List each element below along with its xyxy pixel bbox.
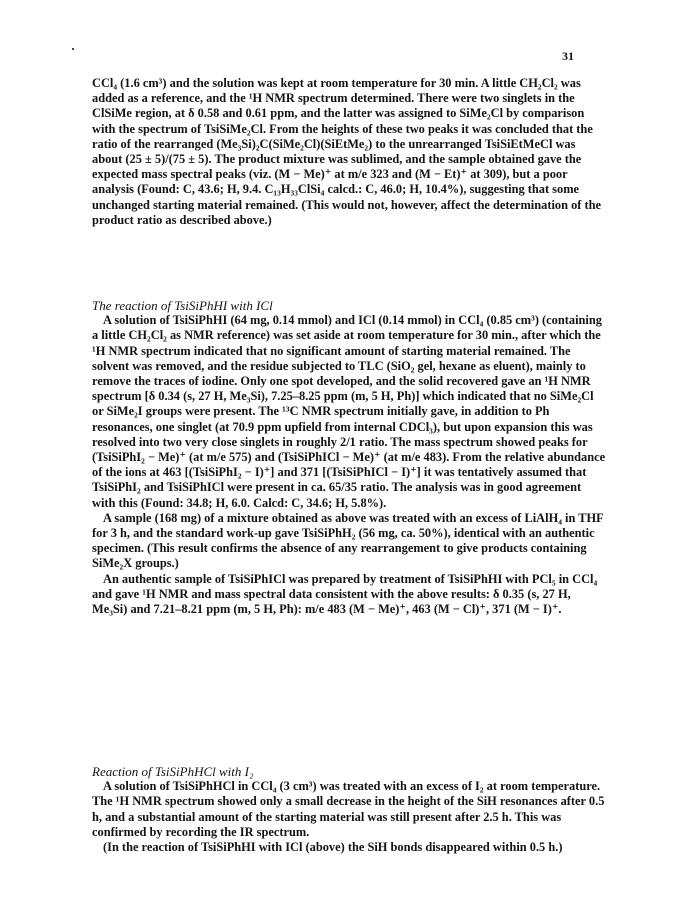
section-icl: [92, 298, 606, 617]
continuation-block: [92, 76, 606, 228]
section-heading-i2: Reaction of TsiSiPhHCl with I₂: [92, 764, 254, 779]
paragraph-i2-2: (In the reaction of TsiSiPhHI with ICl (above) the SiH bonds disappeared within 0.5 h.): [103, 840, 563, 855]
paragraph-i2-1: A solution of TsiSiPhHCl in CCl₄ (3 cm³) was treated with an excess of I₂ at room temperature. The ¹H NMR spectrum showed only a small decrease in the height of the SiH resonances after 0.5 h, and a substantial amount of the starting material was still present after 2.5 h. This was confirmed by recording the IR spectrum.: [92, 779, 605, 839]
section-heading-icl: The reaction of TsiSiPhHI with ICl: [92, 298, 273, 313]
section-i2: [92, 764, 606, 855]
scan-speck: [72, 48, 74, 50]
paragraph-icl-3: An authentic sample of TsiSiPhICl was prepared by treatment of TsiSiPhHI with PCl₅ in CCl₄ and gave ¹H NMR and mass spectral data consistent with the above results: δ 0.35 (s, 27 H, Me₃Si) and 7.21–8.21 ppm (m, 5 H, Ph): m/e 483 (M − Me)⁺, 463 (M − Cl)⁺, 371 (M − I)⁺.: [92, 571, 598, 617]
continuation-paragraph: CCl₄ (1.6 cm³) and the solution was kept at room temperature for 30 min. A little CH₂Cl₂ was added as a reference, and the ¹H NMR spectrum determined. There were two singlets in the ClSiMe region, at δ 0.58 and 0.61 ppm, and the latter was assigned to SiMe₂Cl by comparison with the spectrum of TsiSiMe₂Cl. From the heights of these two peaks it was concluded that the ratio of the rearranged (Me₃Si)₂C(SiMe₂Cl)(SiEtMe₂) to the unrearranged TsiSiEtMeCl was about (25 ± 5)/(75 ± 5). The product mixture was sublimed, and the sample obtained gave the expected mass spectral peaks (viz. (M − Me)⁺ at m/e 323 and (M − Et)⁺ at 309), but a poor analysis (Found: C, 43.6; H, 9.4. C₁₃H₃₃ClSi₄ calcd.: C, 46.0; H, 10.4%), suggesting that some unchanged starting material remained. (This would not, however, affect the determination of the product ratio as described above.): [92, 76, 602, 227]
paragraph-icl-2: A sample (168 mg) of a mixture obtained as above was treated with an excess of LiAlH₄ in THF for 3 h, and the standard work-up gave TsiSiPhH₂ (56 mg, ca. 50%), identical with an authentic specimen. (This result confirms the absence of any rearrangement to give products containing SiMe₂X groups.): [92, 510, 604, 571]
paragraph-icl-1: A solution of TsiSiPhHI (64 mg, 0.14 mmol) and ICl (0.14 mmol) in CCl₄ (0.85 cm³) (containing a little CH₂Cl₂ as NMR reference) was set aside at room temperature for 30 min., after which the ¹H NMR spectrum indicated that no significant amount of starting material remained. The solvent was removed, and the residue subjected to TLC (SiO₂ gel, hexane as eluent), mainly to remove the traces of iodine. Only one spot developed, and the solid recovered gave an ¹H NMR spectrum [δ 0.34 (s, 27 H, Me₃Si), 7.25–8.25 ppm (m, 5 H, Ph)] which indicated that no SiMe₂Cl or SiMe₂I groups were present. The ¹³C NMR spectrum initially gave, in addition to Ph resonances, one singlet (at 70.9 ppm upfield from internal CDCl₃), but upon expansion this was resolved into two very close singlets in roughly 2/1 ratio. The mass spectrum showed peaks for (TsiSiPhI₂ − Me)⁺ (at m/e 575) and (TsiSiPhICl − Me)⁺ (at m/e 483). From the relative abundance of the ions at 463 [(TsiSiPhI₂ − I)⁺] and 371 [(TsiSiPhICl − I)⁺] it was tentatively assumed that TsiSiPhI₂ and TsiSiPhICl were present in ca. 65/35 ratio. The analysis was in good agreement with this (Found: 34.8; H, 6.0. Calcd: C, 34.6; H, 5.8%).: [92, 313, 606, 510]
page-number: 31: [562, 49, 574, 63]
